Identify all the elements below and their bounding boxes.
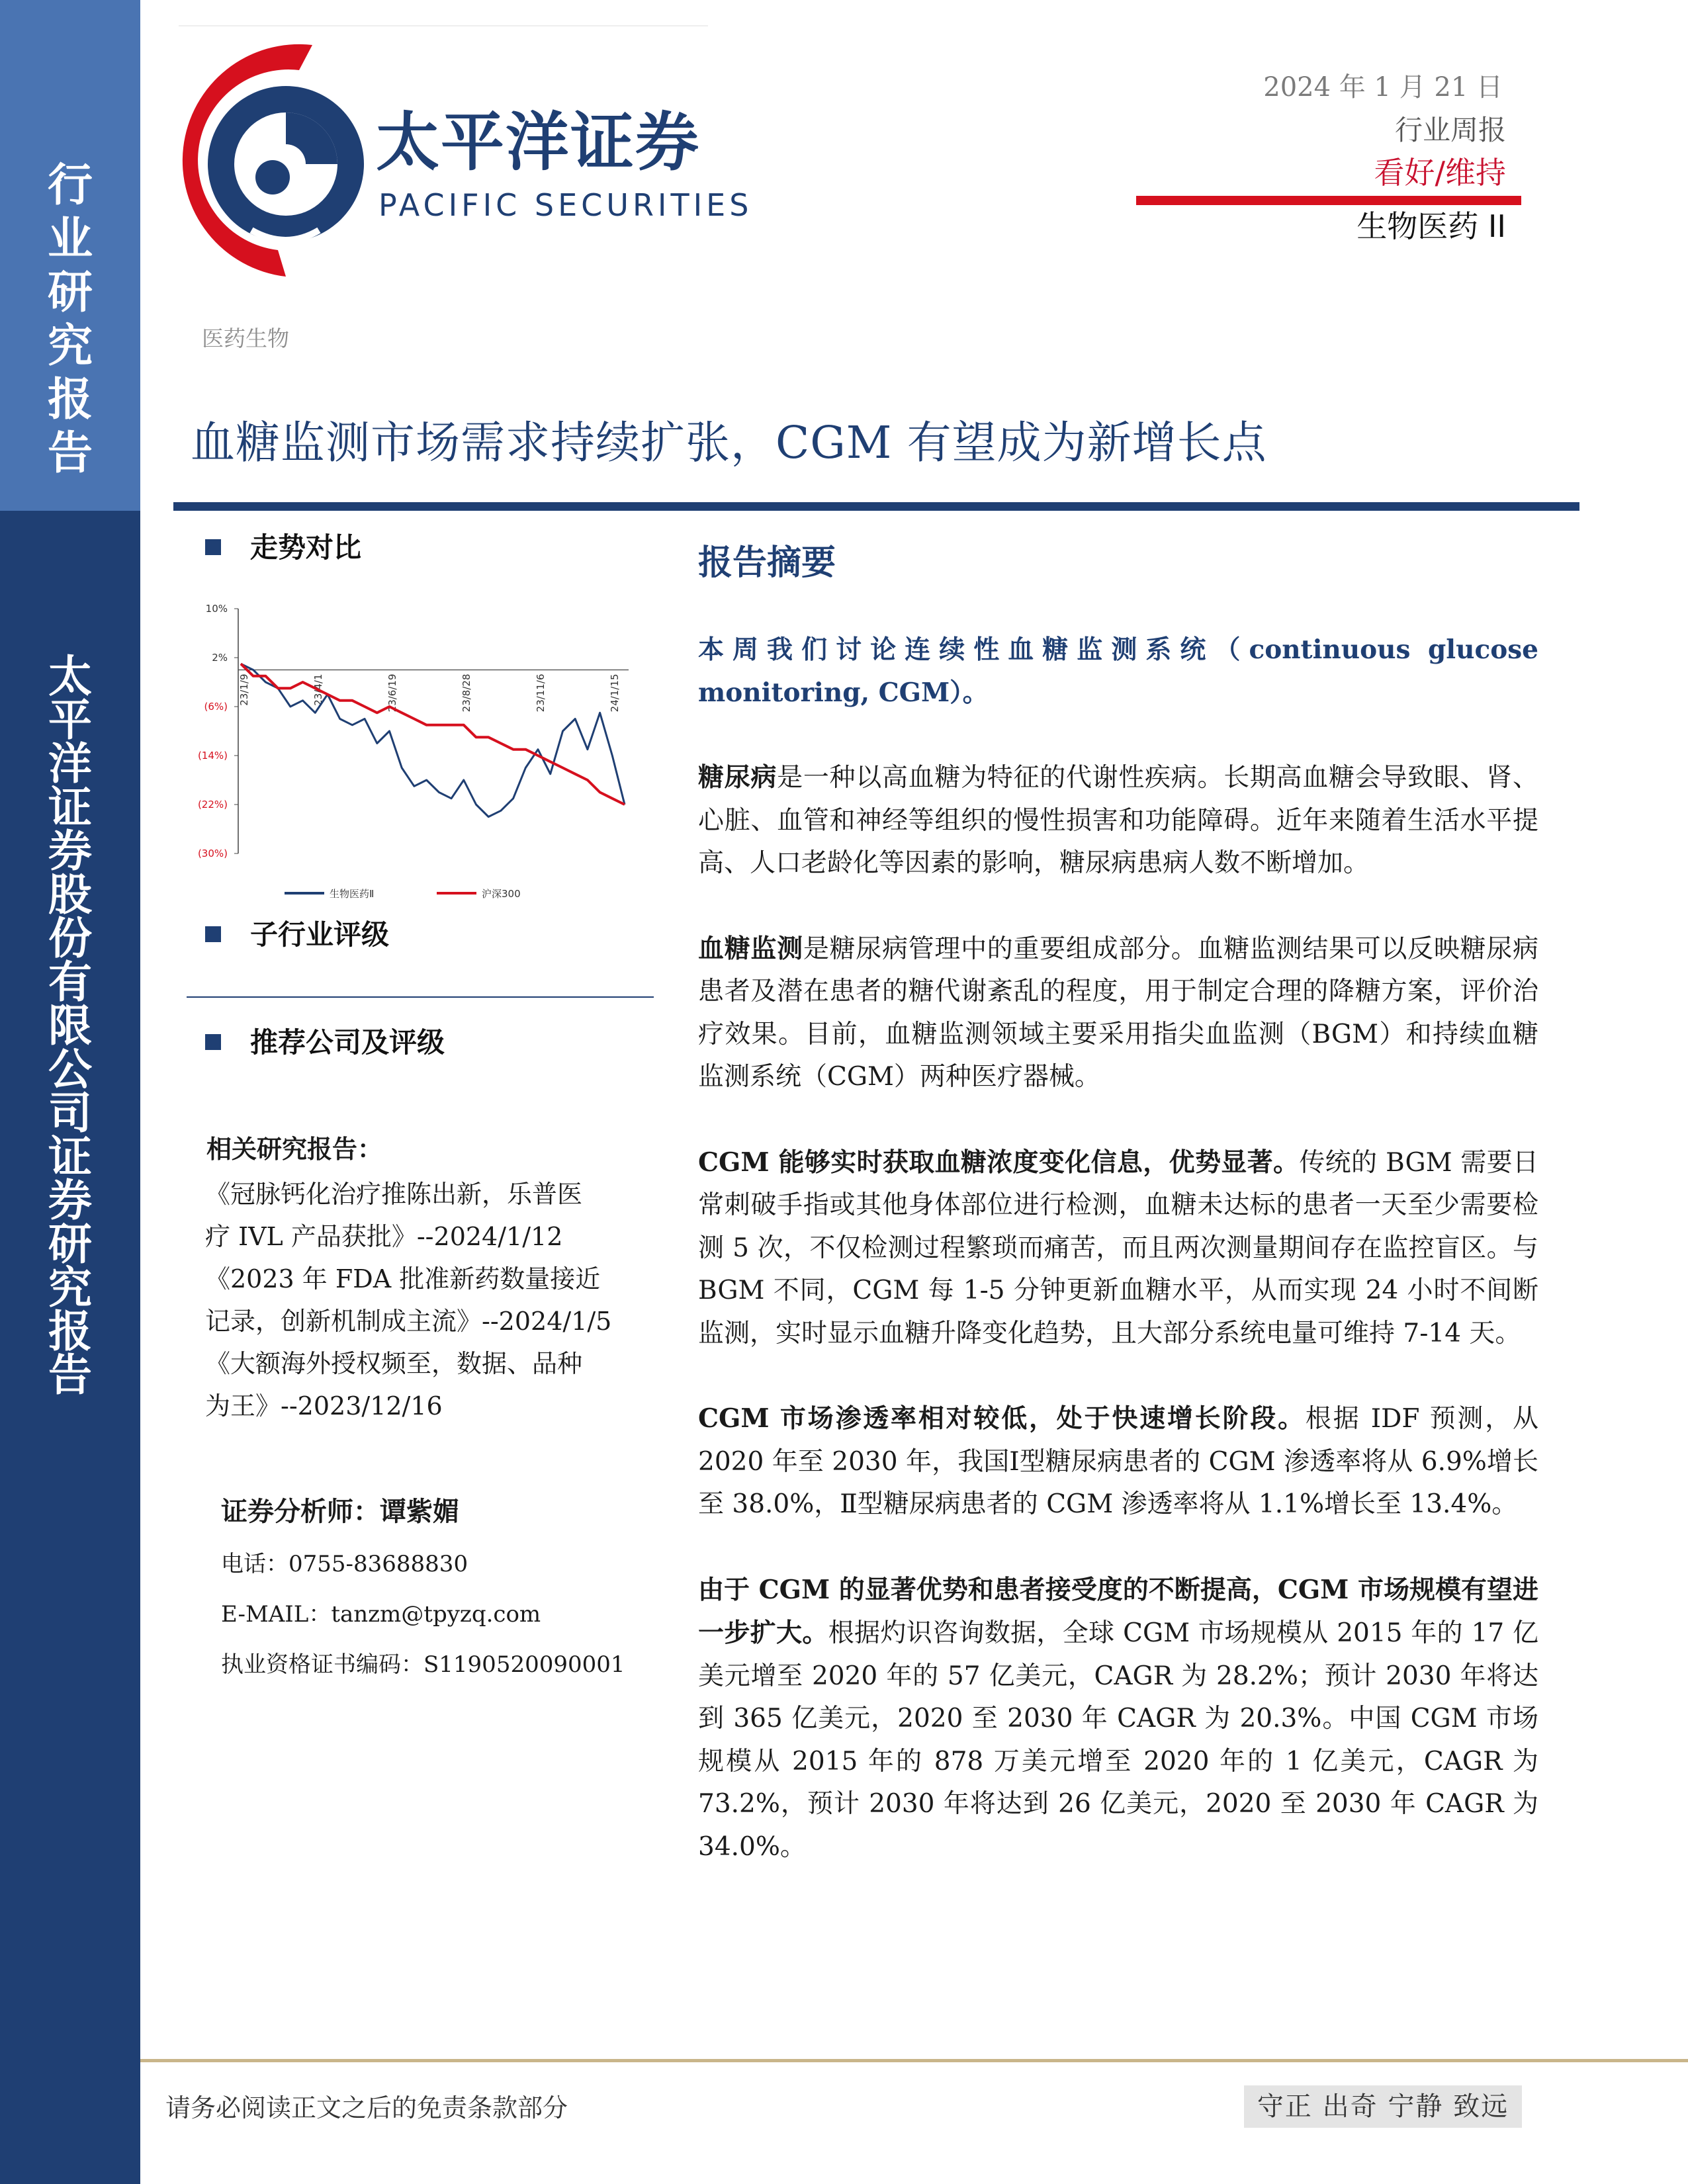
chart-series-line [241,664,625,816]
analyst-name: 证券分析师：谭紫媚 [221,1496,459,1527]
paragraph-cgm-advantage: CGM 能够实时获取血糖浓度变化信息，优势显著。传统的 BGM 需要日常刺破手指或其他身体部位进行检测，血糖未达标的患者一天至少需要检测 5 次，不仅检测过程繁琐而痛苦，而且两次测量期间存在监控盲区。与 BGM 不同，CGM 每 1-5 分钟更新血糖水平，从而实现 24 小时不间断监测，实时显示血糖升降变化趋势，且大部分系统电量可维持 7-14 天。 [698,1147,1538,1348]
sidebar-char: 有 [48,957,92,1008]
footer-line [140,2059,1688,2062]
sidebar-char: 份 [48,913,92,964]
header-red-bar [1136,196,1521,205]
sidebar-char: 究 [48,1262,92,1313]
sidebar-report-type [0,159,140,480]
sidebar-char: 股 [48,869,92,920]
related-report-line: 为王》--2023/12/16 [205,1391,443,1420]
logo-chinese-name: 太平洋证券 [376,105,700,179]
sidebar-char: 证 [48,1131,92,1182]
chart-y-tick-label: (22%) [197,799,228,810]
sidebar-char: 报 [47,374,93,426]
sidebar-char: 研 [48,1219,92,1270]
sidebar-char: 司 [48,1088,92,1139]
sidebar-char: 证 [48,782,92,833]
footer-disclaimer: 请务必阅读正文之后的免责条款部分 [165,2093,568,2122]
top-hairline [179,25,708,26]
chart-x-tick-label: 23/11/6 [535,674,547,713]
sidebar-company-name [0,651,140,1401]
summary-content [698,629,1538,1868]
analyst-license: 执业资格证书编码：S1190520090001 [221,1651,625,1678]
title-divider [173,502,1579,511]
related-report-line: 《大额海外授权频至，数据、品种 [205,1349,583,1378]
chart-y-tick-label: (30%) [197,848,228,859]
chart-y-tick-label: 10% [205,603,228,615]
recommend-heading: 推荐公司及评级 [205,1024,445,1061]
pacific-logo-icon [173,32,372,277]
report-title: 血糖监测市场需求持续扩张，CGM 有望成为新增长点 [191,417,1267,468]
sidebar-char: 告 [48,1350,92,1401]
report-date: 2024 年 1 月 21 日 [1263,72,1503,103]
sidebar-char: 平 [48,695,92,746]
bullet-square-icon [205,1034,221,1050]
chart-legend-label: 生物医药Ⅱ [330,888,375,900]
category-label: 医药生物 [202,326,289,351]
chart-x-tick-label: 23/6/19 [386,674,398,713]
bullet-square-icon [205,926,221,942]
paragraph-diabetes: 糖尿病是一种以高血糖为特征的代谢性疾病。长期高血糖会导致眼、肾、心脏、血管和神经等组织的慢性损害和功能障碍。近年来随着生活水平提高、人口老龄化等因素的影响，糖尿病患病人数不断增加。 [698,762,1538,878]
sidebar-char: 公 [48,1044,92,1095]
industry-name: 生物医药 II [1356,208,1506,244]
chart-series-line [241,664,625,805]
chart-legend-label: 沪深300 [482,888,521,900]
chart-y-tick-label: 2% [212,652,228,664]
paragraph-monitoring: 血糖监测是糖尿病管理中的重要组成部分。血糖监测结果可以反映糖尿病患者及潜在患者的糖代谢紊乱的程度，用于制定合理的降糖方案，评价治疗效果。目前，血糖监测领域主要采用指尖血监测（BGM）和持续血糖监测系统（CGM）两种医疗器械。 [698,933,1538,1092]
chart-y-tick-label: (6%) [204,701,228,713]
footer-motto: 守正 出奇 宁静 致远 [1244,2085,1522,2128]
paragraph-penetration: CGM 市场渗透率相对较低，处于快速增长阶段。根据 IDF 预测，从 2020 年至 2030 年，我国Ⅰ型糖尿病患者的 CGM 渗透率将从 6.9%增长至 38.0%，Ⅱ型糖尿病患者的 CGM 渗透率将从 1.1%增长至 13.4%。 [698,1403,1538,1519]
logo-english-name: PACIFIC SECURITIES [378,187,753,223]
chart-x-tick-label: 23/1/9 [238,674,250,706]
summary-heading: 报告摘要 [698,543,836,583]
summary-intro: 本周我们讨论连续性血糖监测系统（continuous glucose monitoring, CGM）。 [698,634,1538,708]
trend-heading: 走势对比 [205,529,361,566]
sidebar-char: 洋 [48,738,92,789]
chart-x-tick-label: 23/8/28 [461,674,472,713]
sidebar-char: 业 [47,213,93,265]
related-report-line: 疗 IVL 产品获批》--2024/1/12 [205,1222,563,1251]
sidebar-char: 限 [48,1000,92,1051]
industry-rating: 看好/维持 [1374,155,1506,191]
paragraph-market-size: 由于 CGM 的显著优势和患者接受度的不断提高，CGM 市场规模有望进一步扩大。根据灼识咨询数据，全球 CGM 市场规模从 2015 年的 17 亿美元增至 2020 年的 57 亿美元，CAGR 为 28.2%；预计 2030 年将达到 365 亿美元，2020 至 2030 年 CAGR 为 20.3%。中国 CGM 市场规模从 2015 年的 878 万美元增至 2020 年的 1 亿美元，CAGR 为 73.2%，预计 2030 年将达到 26 亿美元，2020 至 2030 年 CAGR 为 34.0%。 [698,1574,1538,1862]
related-report-line: 《2023 年 FDA 批准新药数量接近 [205,1264,601,1293]
chart-y-tick-label: (14%) [197,750,228,762]
related-reports-title: 相关研究报告： [206,1134,383,1164]
sidebar-char: 行 [47,159,93,212]
sidebar-char: 太 [48,651,92,702]
subindustry-heading: 子行业评级 [205,916,389,953]
sidebar-char: 告 [47,427,93,480]
report-type: 行业周报 [1394,114,1506,146]
related-reports-list [205,1173,655,1427]
bullet-square-icon [205,539,221,555]
sidebar-char: 券 [48,1175,92,1226]
analyst-phone: 电话：0755-83688830 [221,1551,468,1577]
related-report-line: 《冠脉钙化治疗推陈出新，乐普医 [205,1180,583,1209]
chart-x-tick-label: 24/1/15 [609,674,621,713]
sidebar-char: 究 [47,320,93,372]
analyst-email: E-MAIL：tanzm@tpyzq.com [221,1601,541,1628]
sidebar-char: 券 [48,826,92,877]
chart-x-tick-label: 23/4/1 [312,674,324,706]
trend-chart [185,589,648,906]
sidebar-char: 报 [48,1306,92,1357]
related-report-line: 记录，创新机制成主流》--2024/1/5 [205,1307,612,1336]
sidebar-char: 研 [47,267,93,319]
left-divider [187,996,654,998]
